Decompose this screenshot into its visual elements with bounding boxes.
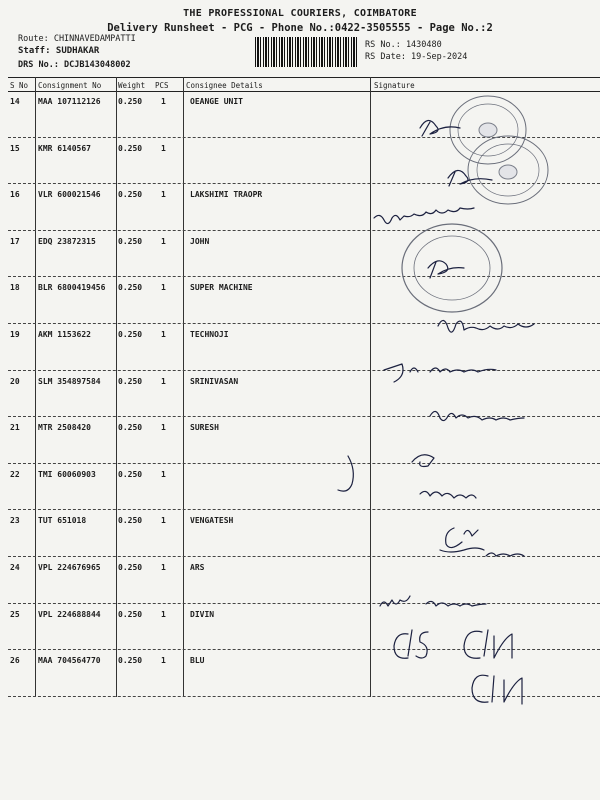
- pcs-value: 1: [161, 97, 166, 106]
- weight-value: 0.250: [118, 143, 143, 153]
- weight-value: 0.250: [118, 469, 143, 479]
- signature-row-20: [384, 364, 496, 382]
- weight-value: 0.250: [118, 423, 143, 433]
- column-header-weight: Weight: [118, 81, 146, 90]
- consignment-number: VLR 600021546: [38, 190, 101, 200]
- weight-value: 0.250: [118, 330, 143, 339]
- pcs-value: 1: [161, 283, 166, 293]
- row-sno: 14: [10, 97, 20, 106]
- weight-value: 0.250: [118, 97, 143, 106]
- row-sno: 21: [10, 423, 20, 433]
- weight-value: 0.250: [118, 609, 143, 619]
- signature-row-19: [438, 320, 534, 332]
- pcs-value: 1: [161, 376, 166, 386]
- consignment-number: TMI 60060903: [38, 469, 96, 479]
- consignment-number: KMR 6140567: [38, 143, 91, 153]
- consignee-details: OEANGE UNIT: [190, 97, 243, 106]
- rs-number: RS No.: 1430480: [365, 40, 442, 50]
- pcs-value: 1: [161, 469, 166, 479]
- signature-row-21: [430, 411, 524, 420]
- row-sno: 16: [10, 190, 20, 200]
- row-sno: 18: [10, 283, 20, 293]
- pcs-value: 1: [161, 516, 166, 526]
- pcs-value: 1: [161, 143, 166, 153]
- consignee-details: TECHNOJI: [190, 330, 229, 339]
- consignee-details: DIVIN: [190, 609, 215, 619]
- consignee-details: SRINIVASAN: [190, 376, 239, 386]
- signature-row-24: [380, 596, 486, 606]
- column-header-consignee: Consignee Details: [186, 81, 263, 90]
- column-header-consignment: Consignment No: [38, 81, 102, 90]
- column-header-pcs: PCS: [155, 81, 169, 90]
- row-sno: 24: [10, 563, 20, 572]
- signature-row-15: [448, 170, 492, 186]
- row-sno: 23: [10, 516, 20, 526]
- signature-row-22a: [412, 455, 434, 467]
- signature-row-14: [420, 120, 460, 136]
- weight-value: 0.250: [118, 516, 143, 526]
- consignee-details: SUPER MACHINE: [190, 283, 253, 293]
- column-header-signature: Signature: [374, 81, 415, 90]
- route-label: Route: CHINNAVEDAMPATTI: [18, 34, 136, 44]
- staff-label: Staff: SUDHAKAR: [18, 46, 100, 56]
- pcs-value: 1: [161, 656, 166, 666]
- consignment-number: VPL 224676965: [38, 563, 101, 572]
- consignment-number: MAA 704564770: [38, 656, 101, 666]
- pcs-value: 1: [161, 563, 166, 572]
- weight-value: 0.250: [118, 656, 143, 666]
- courier-stamp-icon: [450, 96, 526, 164]
- row-sno: 22: [10, 469, 20, 479]
- row-sno: 20: [10, 376, 20, 386]
- pcs-value: 1: [161, 330, 166, 339]
- pcs-value: 1: [161, 609, 166, 619]
- column-header-sno: S No: [10, 81, 29, 90]
- drs-number: DRS No.: DCJB143048002: [18, 60, 131, 70]
- consignee-details: SURESH: [190, 423, 219, 433]
- runsheet-title: Delivery Runsheet - PCG - Phone No.:0422-3505555 - Page No.:2: [107, 22, 493, 34]
- signature-row-22b: [420, 491, 476, 498]
- pcs-value: 1: [161, 190, 166, 200]
- signature-row-26: [472, 675, 522, 704]
- row-sno: 15: [10, 143, 20, 153]
- pcs-value: 1: [161, 236, 166, 246]
- weight-value: 0.250: [118, 376, 143, 386]
- company-title: THE PROFESSIONAL COURIERS, COIMBATORE: [183, 8, 417, 19]
- consignment-number: MAA 107112126: [38, 97, 101, 106]
- weight-value: 0.250: [118, 283, 143, 293]
- consignee-details: ARS: [190, 563, 205, 572]
- row-sno: 25: [10, 609, 20, 619]
- consignment-number: AKM 1153622: [38, 330, 91, 339]
- row-sno: 19: [10, 330, 20, 339]
- signature-row-25b: [464, 630, 512, 658]
- row-sno: 17: [10, 236, 20, 246]
- signature-row-16: [374, 208, 474, 224]
- customer-mark-row-22: [338, 456, 353, 491]
- consignment-number: VPL 224688844: [38, 609, 101, 619]
- courier-stamp-icon: [468, 136, 548, 204]
- consignee-details: LAKSHIMI TRAOPR: [190, 190, 263, 200]
- signature-row-17: [428, 261, 464, 278]
- consignment-number: BLR 6800419456: [38, 283, 106, 293]
- rs-date: RS Date: 19-Sep-2024: [365, 52, 468, 62]
- consignment-number: MTR 2508420: [38, 423, 91, 433]
- consignee-details: VENGATESH: [190, 516, 234, 526]
- weight-value: 0.250: [118, 190, 143, 200]
- consignee-details: BLU: [190, 656, 205, 666]
- weight-value: 0.250: [118, 563, 143, 572]
- pcs-value: 1: [161, 423, 166, 433]
- consignment-number: EDQ 23872315: [38, 236, 96, 246]
- consignment-number: SLM 354897584: [38, 376, 101, 386]
- consignment-number: TUT 651018: [38, 516, 87, 526]
- consignee-details: JOHN: [190, 236, 210, 246]
- weight-value: 0.250: [118, 236, 143, 246]
- signature-row-23: [440, 528, 524, 556]
- row-sno: 26: [10, 656, 20, 666]
- signature-row-25: [394, 630, 428, 658]
